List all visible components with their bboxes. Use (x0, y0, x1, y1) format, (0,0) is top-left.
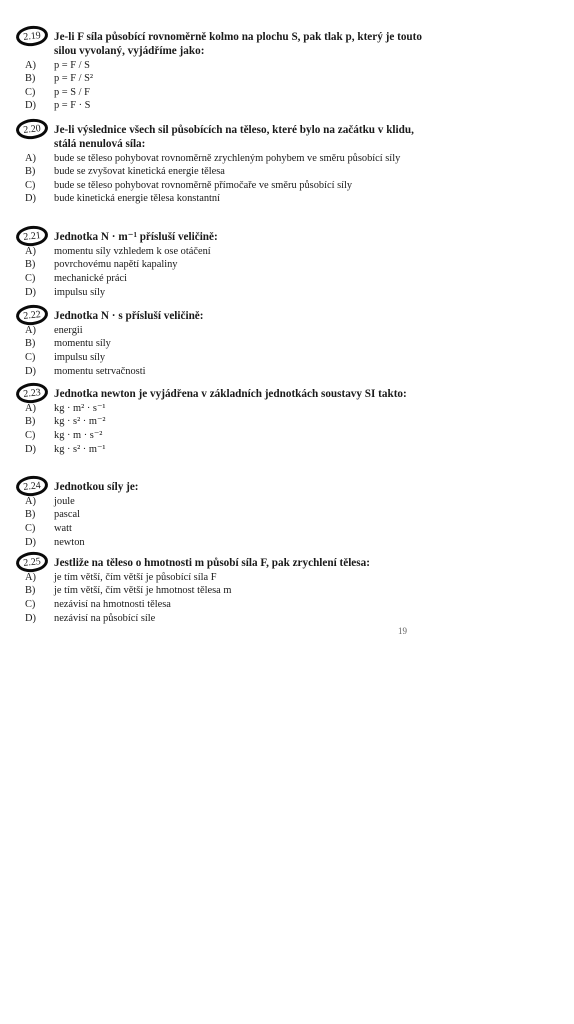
option-c (0, 272, 574, 286)
option-letter: C) (25, 351, 36, 363)
option-c (0, 522, 574, 536)
question-2-22 (0, 310, 574, 378)
question-number: 2.23 (15, 381, 49, 404)
option-c (0, 429, 574, 443)
option-d (0, 286, 574, 300)
option-b (0, 258, 574, 272)
option-c (0, 86, 574, 100)
option-text: je tím větší, čím větší je působící síla F (54, 571, 217, 583)
option-letter: D) (25, 536, 36, 548)
option-a (0, 495, 574, 509)
option-a (0, 571, 574, 585)
option-b (0, 508, 574, 522)
option-text: bude kinetická energie tělesa konstantní (54, 193, 221, 205)
option-letter: B) (25, 73, 36, 85)
option-text: energii (54, 324, 83, 336)
question-number: 2.25 (15, 550, 49, 573)
option-text: nezávisí na působící síle (54, 612, 156, 624)
option-text: kg · m² · s⁻¹ (54, 402, 106, 414)
option-letter: C) (25, 429, 36, 441)
question-2-19 (0, 31, 574, 113)
option-text: pascal (54, 509, 80, 521)
question-2-21 (0, 231, 574, 299)
option-letter: A) (25, 571, 36, 583)
option-a (0, 402, 574, 416)
question-2-25 (0, 557, 574, 625)
option-letter: B) (25, 338, 36, 350)
option-letter: A) (25, 59, 36, 71)
option-letter: D) (25, 612, 36, 624)
option-b (0, 584, 574, 598)
option-a (0, 152, 574, 166)
option-letter: A) (25, 324, 36, 336)
question-2-24 (0, 481, 574, 549)
option-letter: D) (25, 100, 36, 112)
question-text: Je-li výslednice všech sil působících na těleso, které bylo na začátku v klidu, stálá nenulová síla: (54, 124, 414, 150)
option-c (0, 179, 574, 193)
option-d (0, 536, 574, 550)
option-a (0, 245, 574, 259)
option-d (0, 192, 574, 206)
option-letter: D) (25, 365, 36, 377)
option-a (0, 324, 574, 338)
option-letter: B) (25, 416, 36, 428)
option-letter: B) (25, 509, 36, 521)
option-text: newton (54, 536, 85, 548)
option-letter: B) (25, 585, 36, 597)
option-text: momentu síly vzhledem k ose otáčení (54, 245, 211, 257)
question-number: 2.22 (15, 303, 49, 326)
option-text: kg · m · s⁻² (54, 429, 103, 441)
option-text: nezávisí na hmotnosti tělesa (54, 598, 171, 610)
option-letter: C) (25, 522, 36, 534)
option-letter: A) (25, 245, 36, 257)
option-letter: B) (25, 166, 36, 178)
option-d (0, 612, 574, 626)
question-text: Jednotka N · s přísluší veličině: (54, 310, 204, 322)
option-letter: C) (25, 272, 36, 284)
option-d (0, 443, 574, 457)
option-letter: D) (25, 286, 36, 298)
question-text: Je-li F síla působící rovnoměrně kolmo na plochu S, pak tlak p, který je touto silou vyvolaný, vyjádříme jako: (54, 31, 422, 57)
question-number: 2.19 (15, 24, 49, 47)
question-text: Jednotka newton je vyjádřena v základních jednotkách soustavy SI takto: (54, 388, 407, 400)
question-2-23 (0, 388, 574, 456)
question-2-20 (0, 124, 574, 206)
option-letter: B) (25, 259, 36, 271)
option-text: kg · s² · m⁻² (54, 416, 106, 428)
option-b (0, 165, 574, 179)
option-text: momentu setrvačnosti (54, 365, 146, 377)
option-letter: D) (25, 443, 36, 455)
option-text: p = F · S (54, 100, 91, 112)
option-letter: A) (25, 495, 36, 507)
question-text: Jestliže na těleso o hmotnosti m působí síla F, pak zrychlení tělesa: (54, 557, 370, 569)
option-text: impulsu síly (54, 351, 106, 363)
question-text: Jednotka N · m⁻¹ přísluší veličině: (54, 231, 218, 243)
option-c (0, 351, 574, 365)
option-text: bude se těleso pohybovat rovnoměrně zrychleným pohybem ve směru působící síly (54, 152, 401, 164)
option-text: kg · s² · m⁻¹ (54, 443, 106, 455)
option-text: watt (54, 522, 72, 534)
option-d (0, 365, 574, 379)
option-b (0, 337, 574, 351)
option-b (0, 415, 574, 429)
option-letter: D) (25, 193, 36, 205)
page-number: 19 (398, 626, 407, 636)
option-text: momentu síly (54, 338, 111, 350)
option-text: povrchovému napětí kapaliny (54, 259, 178, 271)
option-text: p = S / F (54, 86, 90, 98)
question-text: Jednotkou síly je: (54, 481, 139, 493)
option-b (0, 72, 574, 86)
option-d (0, 99, 574, 113)
option-text: bude se těleso pohybovat rovnoměrně přímočaře ve směru působící síly (54, 179, 353, 191)
option-letter: C) (25, 598, 36, 610)
option-text: bude se zvyšovat kinetická energie tělesa (54, 166, 225, 178)
option-a (0, 59, 574, 73)
option-text: p = F / S² (54, 73, 94, 85)
option-text: p = F / S (54, 59, 90, 71)
option-letter: C) (25, 86, 36, 98)
option-letter: A) (25, 402, 36, 414)
option-letter: A) (25, 152, 36, 164)
question-number: 2.21 (15, 224, 49, 247)
option-text: mechanické práci (54, 272, 127, 284)
option-text: impulsu síly (54, 286, 106, 298)
question-number: 2.20 (15, 117, 49, 140)
question-number: 2.24 (15, 474, 49, 497)
option-text: joule (54, 495, 75, 507)
option-letter: C) (25, 179, 36, 191)
option-text: je tím větší, čím větší je hmotnost tělesa m (54, 585, 232, 597)
option-c (0, 598, 574, 612)
